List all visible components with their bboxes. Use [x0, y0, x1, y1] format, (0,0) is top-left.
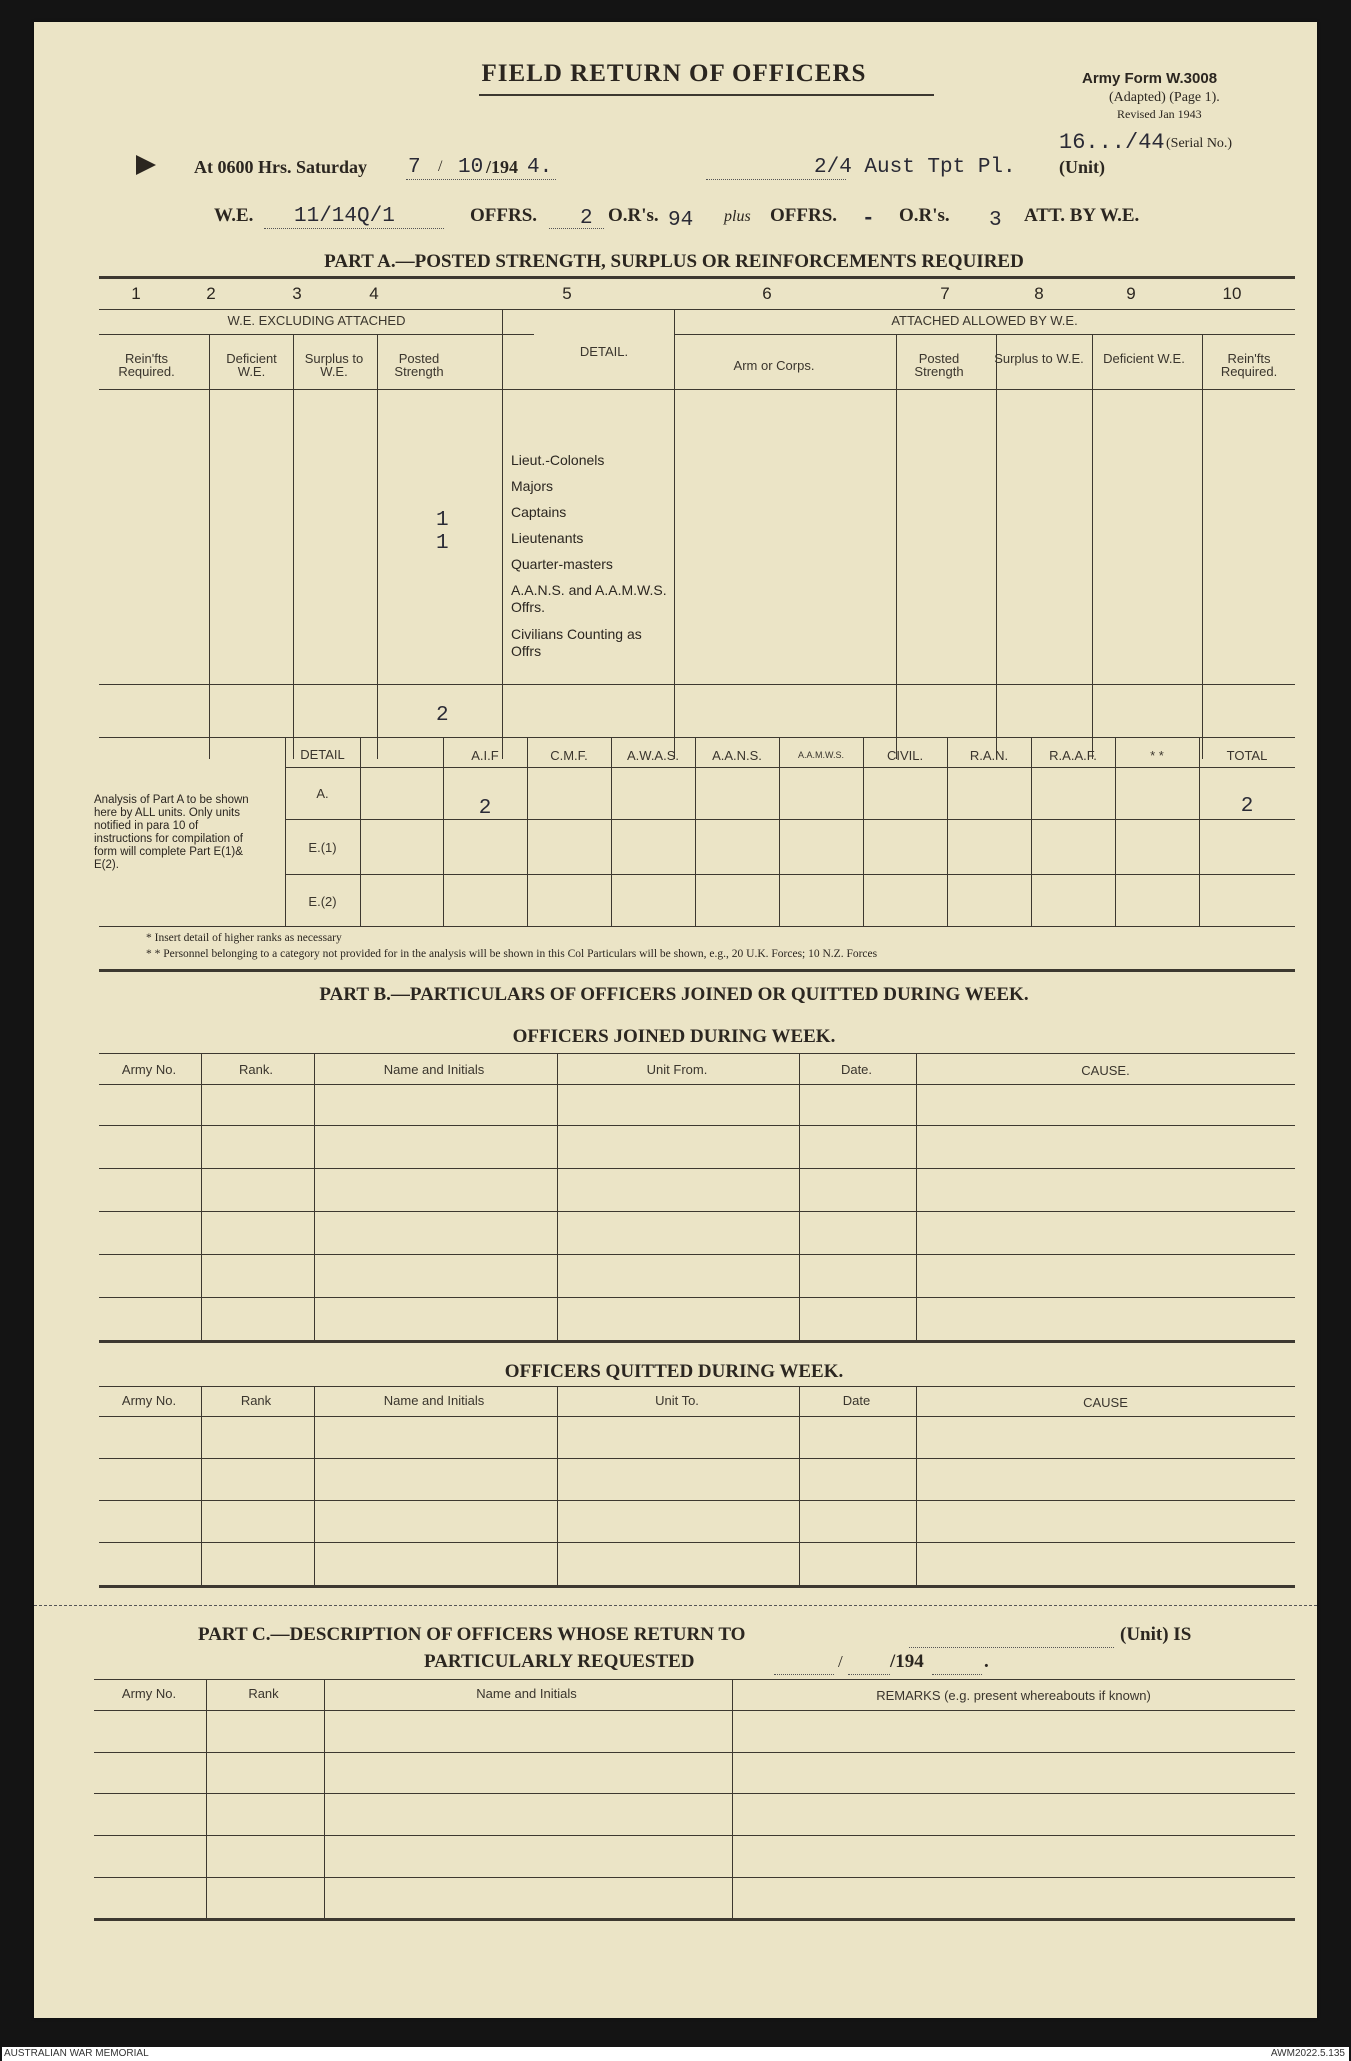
head-posted-left: Posted Strength — [394, 351, 444, 379]
quitted-col-unit-to: Unit To. — [655, 1393, 699, 1408]
serial-number-label: (Serial No.) — [1166, 136, 1233, 151]
part-a-title: PART A.—POSTED STRENGTH, SURPLUS OR REINFORCEMENTS REQUIRED — [324, 251, 1024, 272]
archive-footer — [2, 2047, 1349, 2061]
head-deficient-right: Deficient W.E. — [1103, 351, 1185, 366]
analysis-row-e1: E.(1) — [308, 840, 337, 855]
posted-lieutenants-value: 1 — [436, 532, 449, 555]
quitted-col-cause: CAUSE — [1083, 1395, 1128, 1410]
analysis-head-awas: A.W.A.S. — [626, 748, 679, 763]
analysis-head-aans: A.A.N.S. — [712, 748, 762, 763]
year-prefix: /194 — [486, 157, 519, 177]
offrs2-label: OFFRS. — [770, 205, 838, 226]
footnote-1: * Insert detail of higher ranks as necessary — [146, 932, 342, 944]
offrs2-value: - — [862, 208, 875, 231]
col-num-3: 3 — [292, 284, 302, 303]
rank-majors: Majors — [511, 478, 554, 494]
posted-captains-value: 1 — [436, 509, 449, 532]
group-attached-allowed: ATTACHED ALLOWED BY W.E. — [891, 313, 1078, 328]
analysis-row-a: A. — [316, 786, 329, 801]
col-num-4: 4 — [369, 284, 379, 303]
rank-aans-aamws: A.A.N.S. and A.A.M.W.S. Offrs. — [511, 582, 667, 615]
form-title: FIELD RETURN OF OFFICERS — [481, 60, 867, 87]
footer-left: AUSTRALIAN WAR MEMORIAL — [4, 2048, 149, 2059]
analysis-head-detail: DETAIL — [300, 747, 345, 762]
part-c-slash: / — [838, 1652, 843, 1671]
analysis-head-total: TOTAL — [1226, 748, 1268, 763]
unit-label: (Unit) — [1059, 157, 1105, 177]
rank-lieutenants: Lieutenants — [511, 530, 584, 546]
head-reinfts-right: Rein'fts Required. — [1220, 351, 1278, 379]
quitted-title: OFFICERS QUITTED DURING WEEK. — [504, 1361, 844, 1382]
head-posted-right: Posted Strength — [914, 351, 964, 379]
posted-total-value: 2 — [436, 704, 449, 727]
form-revised: Revised Jan 1943 — [1117, 107, 1202, 121]
analysis-head-raaf: R.A.A.F. — [1049, 748, 1097, 763]
tear-off-line — [34, 1605, 1317, 1606]
head-surplus-right: Surplus to W.E. — [994, 351, 1084, 366]
unit-value: 2/4 Aust Tpt Pl. — [814, 156, 1016, 179]
part-c-year: /194 — [890, 1651, 924, 1672]
analysis-head-civil: CIVIL. — [886, 748, 924, 763]
col-num-8: 8 — [1034, 284, 1044, 303]
part-c-col-remarks: REMARKS (e.g. present whereabouts if known) — [876, 1688, 1151, 1703]
month-value: 10 — [458, 156, 484, 179]
joined-col-date: Date. — [840, 1062, 873, 1077]
pointer-arrow-icon — [136, 155, 156, 175]
quitted-col-rank: Rank — [240, 1393, 272, 1408]
plus-label: plus — [724, 208, 751, 225]
col-num-10: 10 — [1222, 284, 1242, 303]
head-arm-corps: Arm or Corps. — [733, 358, 815, 373]
we-value: 11/14Q/1 — [294, 205, 395, 228]
col-num-7: 7 — [940, 284, 950, 303]
quitted-col-army-no: Army No. — [121, 1393, 177, 1408]
analysis-a-total-value: 2 — [1240, 795, 1254, 818]
ors2-label: O.R's. — [899, 205, 950, 226]
footnote-2: * * Personnel belonging to a category not provided for in the analysis will be shown in this Col Particulars will be shown, e.g., 20 U.K. Forces; 10 N.Z. Forces — [146, 948, 878, 960]
rank-quarter-masters: Quarter-masters — [511, 556, 613, 572]
form-page: FIELD RETURN OF OFFICERS Army Form W.3008 (Adapted) (Page 1). Revised Jan 1943 16.../44 (Serial No.) At 0600 Hrs. Saturday 7 / 10 /194 4. 2/4 Aust Tpt Pl. (Unit) W.E. 11/14Q/1 OFFRS. 2 O.R's. 94 plus OFFRS. - O.R's. 3 ATT. BY W.E. PART A.—POSTED STRENGTH, SURPLUS OR REINFORCEMENTS REQUIRED 1 2 3 4 5 6 7 8 9 10 W.E. EXCLUDING ATTACHED ATTACHED ALLOWED BY W.E. DETAIL. Rein'fts Required. Deficient W.E. Surplus to W.E. Posted Strength Arm or Corps. Posted Strength Surplus to W.E. Deficient W.E. Rein'fts Required. Lieut.-Colonels Majors Captains Lieutenants Quarter-masters A.A.N.S. and A.A.M.W.S. Offrs. Civilians Counting as Offrs 1 1 2 Analysis of Part A to be shown here by ALL units. Only units notified in para 10 of instructions for compilation of form will complete Part E(1)& E(2). DETAIL A.I.F C.M.F. A.W.A.S. A.A.N.S. A.A.M.W.S. CIVIL. R.A.N. R.A.A.F. * * TOTAL A. E.(1) E.(2) 2 2 * Insert detail of higher ranks as necessary * * Personnel belonging to a category not provided for in the analysis will be shown in this Col Particulars will be shown, e.g., 20 U.K. Forces; 10 N.Z. Forces PART B.—PARTICULARS OF OFFICERS JOINED OR QUITTED DURING WEEK. OFFICERS JOINED DURING WEEK. Army No. Rank. Name and Initials Unit From. Date. CAUSE. OFFICERS QUITTED DURING WEEK. Army No. Rank Name and Initials Unit To. Date CAUSE PART C.—DESCRIPTION OF OFFICERS WHOSE RETURN TO (Unit) IS PARTICULARLY REQUESTED / /194 . Army No. Rank Name and Initials REMARKS (e.g. present whereabouts if known) — [34, 22, 1317, 2018]
joined-col-rank: Rank. — [239, 1062, 273, 1077]
title-underline — [479, 94, 934, 96]
col-num-5: 5 — [562, 284, 572, 303]
col-num-6: 6 — [762, 284, 772, 303]
part-c-title: PART C.—DESCRIPTION OF OFFICERS WHOSE RETURN TO — [198, 1624, 746, 1645]
ors2-value: 3 — [989, 209, 1002, 232]
quitted-col-date: Date — [842, 1393, 871, 1408]
head-surplus-left: Surplus to W.E. — [304, 351, 364, 379]
rank-captains: Captains — [511, 504, 567, 520]
offrs-value: 2 — [580, 207, 593, 230]
part-c-unit-is: (Unit) IS — [1120, 1624, 1192, 1645]
analysis-head-aamws: A.A.M.W.S. — [797, 750, 844, 760]
day-value: 7 — [408, 156, 421, 179]
analysis-head-aif: A.I.F — [471, 748, 499, 763]
form-adapted: (Adapted) (Page 1). — [1109, 90, 1220, 105]
part-c-col-name: Name and Initials — [476, 1686, 577, 1701]
analysis-a-aif-value: 2 — [478, 797, 492, 820]
joined-col-unit-from: Unit From. — [646, 1062, 708, 1077]
group-we-excluding: W.E. EXCLUDING ATTACHED — [227, 313, 406, 328]
rank-lieut-colonels: Lieut.-Colonels — [511, 452, 605, 468]
offrs-label: OFFRS. — [470, 205, 538, 226]
analysis-head-cmf: C.M.F. — [550, 748, 588, 763]
head-reinfts-left: Rein'fts Required. — [118, 351, 175, 379]
joined-col-army-no: Army No. — [121, 1062, 177, 1077]
analysis-row-e2: E.(2) — [308, 894, 337, 909]
rank-civilians: Civilians Counting as Offrs — [511, 626, 642, 659]
joined-col-name: Name and Initials — [383, 1062, 485, 1077]
col-num-1: 1 — [131, 284, 141, 303]
joined-title: OFFICERS JOINED DURING WEEK. — [512, 1026, 836, 1047]
year-suffix: 4. — [527, 156, 553, 179]
part-c-col-army-no: Army No. — [121, 1686, 177, 1701]
we-label: W.E. — [214, 205, 254, 226]
form-number: Army Form W.3008 — [1082, 70, 1218, 87]
ors-value: 94 — [668, 209, 694, 232]
quitted-col-name: Name and Initials — [383, 1393, 485, 1408]
serial-number-value: 16.../44 — [1059, 130, 1165, 155]
analysis-head-ran: R.A.N. — [969, 748, 1009, 763]
analysis-head-other: * * — [1150, 748, 1164, 763]
ors-label: O.R's. — [608, 205, 659, 226]
joined-col-cause: CAUSE. — [1081, 1063, 1130, 1078]
at-time-label: At 0600 Hrs. Saturday — [194, 157, 368, 177]
analysis-note: Analysis of Part A to be shown here by ALL units. Only units notified in para 10 of instructions for compilation of form will complete Part E(1)& E(2). — [94, 794, 249, 871]
col-num-2: 2 — [206, 284, 216, 303]
part-c-period: . — [984, 1651, 989, 1672]
attached-label: ATT. BY W.E. — [1024, 205, 1140, 226]
head-deficient-left: Deficient W.E. — [226, 351, 277, 379]
part-c-requested: PARTICULARLY REQUESTED — [424, 1651, 695, 1672]
part-b-title: PART B.—PARTICULARS OF OFFICERS JOINED OR QUITTED DURING WEEK. — [319, 984, 1029, 1005]
detail-header: DETAIL. — [579, 344, 629, 359]
col-num-9: 9 — [1126, 284, 1136, 303]
footer-right: AWM2022.5.135 — [1270, 2048, 1345, 2059]
part-c-col-rank: Rank — [248, 1686, 279, 1701]
